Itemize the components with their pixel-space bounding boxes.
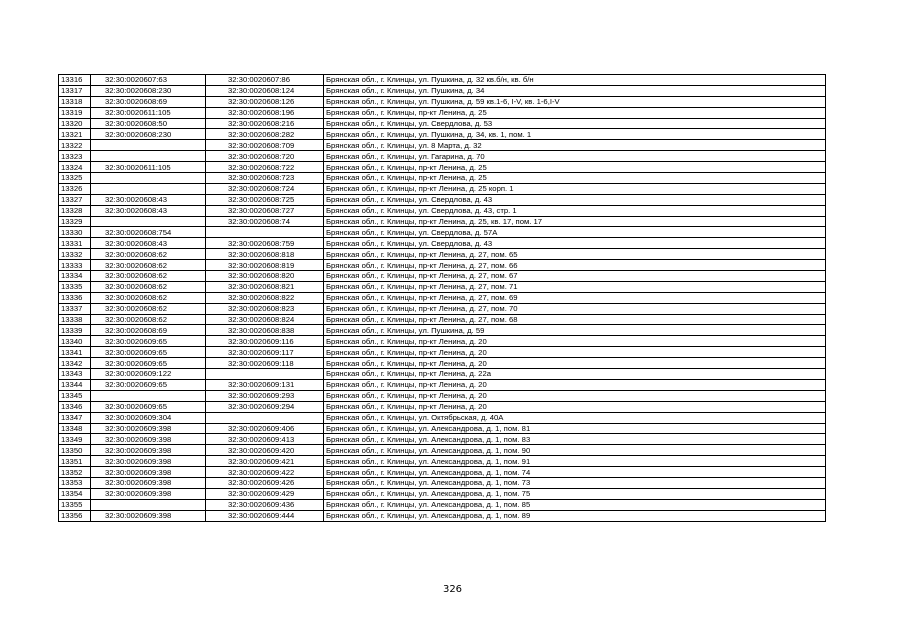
source-cadastral-number-cell: 32:30:0020608:62 (91, 249, 206, 260)
address-cell: Брянская обл., г. Клинцы, ул. Пушкина, д. 34 (324, 85, 826, 96)
record-number-cell: 13351 (59, 456, 91, 467)
address-cell: Брянская обл., г. Клинцы, пр-кт Ленина, д. 20 (324, 390, 826, 401)
address-cell: Брянская обл., г. Клинцы, ул. Гагарина, д. 70 (324, 151, 826, 162)
table-row (59, 107, 826, 118)
address-cell: Брянская обл., г. Клинцы, ул. Пушкина, д. 34, кв. 1, пом. 1 (324, 129, 826, 140)
record-number-cell: 13346 (59, 401, 91, 412)
source-cadastral-number-cell (91, 151, 206, 162)
source-cadastral-number-cell: 32:30:0020609:65 (91, 347, 206, 358)
source-cadastral-number-cell: 32:30:0020609:398 (91, 423, 206, 434)
record-number-cell: 13319 (59, 107, 91, 118)
record-number-cell: 13320 (59, 118, 91, 129)
cadastral-number-cell: 32:30:0020609:413 (206, 434, 324, 445)
source-cadastral-number-cell: 32:30:0020608:62 (91, 281, 206, 292)
table-row (59, 336, 826, 347)
address-cell: Брянская обл., г. Клинцы, ул. Свердлова, д. 53 (324, 118, 826, 129)
source-cadastral-number-cell: 32:30:0020608:69 (91, 96, 206, 107)
record-number-cell: 13337 (59, 303, 91, 314)
table-row (59, 129, 826, 140)
cadastral-number-cell: 32:30:0020609:422 (206, 467, 324, 478)
cadastral-number-cell: 32:30:0020609:406 (206, 423, 324, 434)
address-cell: Брянская обл., г. Клинцы, пр-кт Ленина, д. 25, кв. 17, пом. 17 (324, 216, 826, 227)
cadastral-number-cell (206, 369, 324, 380)
table-row (59, 325, 826, 336)
cadastral-number-cell: 32:30:0020609:426 (206, 477, 324, 488)
address-cell: Брянская обл., г. Клинцы, пр-кт Ленина, д. 27, пом. 65 (324, 249, 826, 260)
table-row (59, 151, 826, 162)
table-row (59, 347, 826, 358)
table-row (59, 205, 826, 216)
source-cadastral-number-cell: 32:30:0020608:230 (91, 85, 206, 96)
record-number-cell: 13328 (59, 205, 91, 216)
source-cadastral-number-cell: 32:30:0020609:398 (91, 456, 206, 467)
cadastral-number-cell: 32:30:0020608:720 (206, 151, 324, 162)
cadastral-number-cell: 32:30:0020609:294 (206, 401, 324, 412)
source-cadastral-number-cell: 32:30:0020609:398 (91, 488, 206, 499)
cadastral-number-cell: 32:30:0020608:126 (206, 96, 324, 107)
page-number: 326 (442, 584, 463, 595)
record-number-cell: 13316 (59, 75, 91, 86)
table-row (59, 477, 826, 488)
record-number-cell: 13336 (59, 292, 91, 303)
cadastral-number-cell (206, 412, 324, 423)
record-number-cell: 13317 (59, 85, 91, 96)
record-number-cell: 13327 (59, 194, 91, 205)
source-cadastral-number-cell: 32:30:0020608:62 (91, 292, 206, 303)
address-cell: Брянская обл., г. Клинцы, ул. Александрова, д. 1, пом. 73 (324, 477, 826, 488)
table-row (59, 271, 826, 282)
cadastral-number-cell: 32:30:0020609:116 (206, 336, 324, 347)
record-number-cell: 13349 (59, 434, 91, 445)
address-cell: Брянская обл., г. Клинцы, пр-кт Ленина, д. 27, пом. 70 (324, 303, 826, 314)
table-row (59, 75, 826, 86)
record-number-cell: 13329 (59, 216, 91, 227)
table-row (59, 96, 826, 107)
record-number-cell: 13341 (59, 347, 91, 358)
address-cell: Брянская обл., г. Клинцы, пр-кт Ленина, д. 20 (324, 347, 826, 358)
address-cell: Брянская обл., г. Клинцы, ул. Александрова, д. 1, пом. 85 (324, 499, 826, 510)
cadastral-number-cell: 32:30:0020608:823 (206, 303, 324, 314)
table-row (59, 173, 826, 184)
address-cell: Брянская обл., г. Клинцы, пр-кт Ленина, д. 27, пом. 67 (324, 271, 826, 282)
table-row (59, 260, 826, 271)
cadastral-number-cell: 32:30:0020609:131 (206, 379, 324, 390)
source-cadastral-number-cell (91, 390, 206, 401)
record-number-cell: 13339 (59, 325, 91, 336)
address-cell: Брянская обл., г. Клинцы, ул. Александрова, д. 1, пом. 89 (324, 510, 826, 521)
registry-table-body (59, 75, 826, 522)
table-row (59, 445, 826, 456)
cadastral-number-cell: 32:30:0020608:723 (206, 173, 324, 184)
cadastral-number-cell (206, 227, 324, 238)
record-number-cell: 13325 (59, 173, 91, 184)
cadastral-number-cell: 32:30:0020608:822 (206, 292, 324, 303)
source-cadastral-number-cell: 32:30:0020609:65 (91, 379, 206, 390)
address-cell: Брянская обл., г. Клинцы, пр-кт Ленина, д. 22а (324, 369, 826, 380)
record-number-cell: 13354 (59, 488, 91, 499)
record-number-cell: 13338 (59, 314, 91, 325)
source-cadastral-number-cell: 32:30:0020608:69 (91, 325, 206, 336)
record-number-cell: 13345 (59, 390, 91, 401)
source-cadastral-number-cell: 32:30:0020608:754 (91, 227, 206, 238)
source-cadastral-number-cell: 32:30:0020609:65 (91, 358, 206, 369)
cadastral-number-cell: 32:30:0020608:818 (206, 249, 324, 260)
record-number-cell: 13350 (59, 445, 91, 456)
table-row (59, 85, 826, 96)
table-row (59, 314, 826, 325)
source-cadastral-number-cell: 32:30:0020608:62 (91, 314, 206, 325)
table-row (59, 292, 826, 303)
table-row (59, 379, 826, 390)
source-cadastral-number-cell: 32:30:0020608:43 (91, 205, 206, 216)
address-cell: Брянская обл., г. Клинцы, пр-кт Ленина, д. 20 (324, 336, 826, 347)
address-cell: Брянская обл., г. Клинцы, пр-кт Ленина, д. 20 (324, 379, 826, 390)
cadastral-number-cell: 32:30:0020608:722 (206, 162, 324, 173)
address-cell: Брянская обл., г. Клинцы, ул. Пушкина, д. 59 (324, 325, 826, 336)
address-cell: Брянская обл., г. Клинцы, ул. Пушкина, д. 32 кв.б/н, кв. б/н (324, 75, 826, 86)
address-cell: Брянская обл., г. Клинцы, пр-кт Ленина, д. 25 (324, 162, 826, 173)
address-cell: Брянская обл., г. Клинцы, ул. Свердлова, д. 43 (324, 194, 826, 205)
cadastral-number-cell: 32:30:0020608:725 (206, 194, 324, 205)
cadastral-number-cell: 32:30:0020608:282 (206, 129, 324, 140)
address-cell: Брянская обл., г. Клинцы, ул. Александрова, д. 1, пом. 81 (324, 423, 826, 434)
table-row (59, 194, 826, 205)
source-cadastral-number-cell (91, 173, 206, 184)
address-cell: Брянская обл., г. Клинцы, ул. Свердлова, д. 57А (324, 227, 826, 238)
source-cadastral-number-cell: 32:30:0020608:62 (91, 271, 206, 282)
source-cadastral-number-cell: 32:30:0020609:65 (91, 336, 206, 347)
table-row (59, 510, 826, 521)
source-cadastral-number-cell: 32:30:0020608:62 (91, 260, 206, 271)
cadastral-number-cell: 32:30:0020608:724 (206, 183, 324, 194)
table-row (59, 216, 826, 227)
source-cadastral-number-cell: 32:30:0020609:65 (91, 401, 206, 412)
cadastral-number-cell: 32:30:0020609:293 (206, 390, 324, 401)
source-cadastral-number-cell (91, 183, 206, 194)
cadastral-number-cell: 32:30:0020607:86 (206, 75, 324, 86)
table-row (59, 281, 826, 292)
source-cadastral-number-cell: 32:30:0020608:43 (91, 194, 206, 205)
address-cell: Брянская обл., г. Клинцы, пр-кт Ленина, д. 20 (324, 358, 826, 369)
table-row (59, 499, 826, 510)
cadastral-number-cell: 32:30:0020608:124 (206, 85, 324, 96)
record-number-cell: 13334 (59, 271, 91, 282)
record-number-cell: 13323 (59, 151, 91, 162)
address-cell: Брянская обл., г. Клинцы, ул. Октябрьская, д. 40А (324, 412, 826, 423)
table-row (59, 162, 826, 173)
source-cadastral-number-cell: 32:30:0020609:398 (91, 434, 206, 445)
address-cell: Брянская обл., г. Клинцы, ул. Александрова, д. 1, пом. 75 (324, 488, 826, 499)
address-cell: Брянская обл., г. Клинцы, ул. 8 Марта, д. 32 (324, 140, 826, 151)
cadastral-number-cell: 32:30:0020609:117 (206, 347, 324, 358)
cadastral-number-cell: 32:30:0020608:216 (206, 118, 324, 129)
address-cell: Брянская обл., г. Клинцы, пр-кт Ленина, д. 25 (324, 107, 826, 118)
table-row (59, 423, 826, 434)
record-number-cell: 13353 (59, 477, 91, 488)
source-cadastral-number-cell: 32:30:0020608:62 (91, 303, 206, 314)
table-row (59, 412, 826, 423)
address-cell: Брянская обл., г. Клинцы, ул. Свердлова, д. 43 (324, 238, 826, 249)
table-row (59, 238, 826, 249)
table-row (59, 303, 826, 314)
table-row (59, 467, 826, 478)
address-cell: Брянская обл., г. Клинцы, пр-кт Ленина, д. 27, пом. 66 (324, 260, 826, 271)
source-cadastral-number-cell: 32:30:0020609:122 (91, 369, 206, 380)
cadastral-number-cell: 32:30:0020608:820 (206, 271, 324, 282)
address-cell: Брянская обл., г. Клинцы, пр-кт Ленина, д. 27, пом. 71 (324, 281, 826, 292)
source-cadastral-number-cell: 32:30:0020611:105 (91, 107, 206, 118)
record-number-cell: 13355 (59, 499, 91, 510)
table-row (59, 369, 826, 380)
table-row (59, 390, 826, 401)
address-cell: Брянская обл., г. Клинцы, ул. Свердлова, д. 43, стр. 1 (324, 205, 826, 216)
cadastral-number-cell: 32:30:0020608:196 (206, 107, 324, 118)
record-number-cell: 13333 (59, 260, 91, 271)
cadastral-number-cell: 32:30:0020608:838 (206, 325, 324, 336)
table-row (59, 456, 826, 467)
source-cadastral-number-cell (91, 216, 206, 227)
record-number-cell: 13322 (59, 140, 91, 151)
record-number-cell: 13342 (59, 358, 91, 369)
cadastral-number-cell: 32:30:0020609:444 (206, 510, 324, 521)
source-cadastral-number-cell (91, 499, 206, 510)
source-cadastral-number-cell: 32:30:0020609:304 (91, 412, 206, 423)
cadastral-number-cell: 32:30:0020608:819 (206, 260, 324, 271)
table-row (59, 140, 826, 151)
record-number-cell: 13347 (59, 412, 91, 423)
cadastral-number-cell: 32:30:0020608:709 (206, 140, 324, 151)
cadastral-number-cell: 32:30:0020608:824 (206, 314, 324, 325)
cadastral-number-cell: 32:30:0020609:436 (206, 499, 324, 510)
source-cadastral-number-cell: 32:30:0020609:398 (91, 477, 206, 488)
address-cell: Брянская обл., г. Клинцы, ул. Пушкина, д. 59 кв.1-6, I-V, кв. 1-6,I-V (324, 96, 826, 107)
record-number-cell: 13343 (59, 369, 91, 380)
address-cell: Брянская обл., г. Клинцы, пр-кт Ленина, д. 27, пом. 69 (324, 292, 826, 303)
record-number-cell: 13340 (59, 336, 91, 347)
record-number-cell: 13332 (59, 249, 91, 260)
cadastral-number-cell: 32:30:0020609:118 (206, 358, 324, 369)
table-row (59, 227, 826, 238)
address-cell: Брянская обл., г. Клинцы, пр-кт Ленина, д. 20 (324, 401, 826, 412)
source-cadastral-number-cell: 32:30:0020608:43 (91, 238, 206, 249)
address-cell: Брянская обл., г. Клинцы, ул. Александрова, д. 1, пом. 91 (324, 456, 826, 467)
address-cell: Брянская обл., г. Клинцы, ул. Александрова, д. 1, пом. 90 (324, 445, 826, 456)
cadastral-number-cell: 32:30:0020609:420 (206, 445, 324, 456)
record-number-cell: 13356 (59, 510, 91, 521)
property-registry-table (58, 74, 826, 522)
source-cadastral-number-cell (91, 140, 206, 151)
address-cell: Брянская обл., г. Клинцы, пр-кт Ленина, д. 27, пом. 68 (324, 314, 826, 325)
table-row (59, 488, 826, 499)
table-row (59, 401, 826, 412)
source-cadastral-number-cell: 32:30:0020608:230 (91, 129, 206, 140)
table-row (59, 434, 826, 445)
record-number-cell: 13331 (59, 238, 91, 249)
table-row (59, 118, 826, 129)
cadastral-number-cell: 32:30:0020608:821 (206, 281, 324, 292)
source-cadastral-number-cell: 32:30:0020609:398 (91, 467, 206, 478)
record-number-cell: 13344 (59, 379, 91, 390)
source-cadastral-number-cell: 32:30:0020607:63 (91, 75, 206, 86)
address-cell: Брянская обл., г. Клинцы, пр-кт Ленина, д. 25 (324, 173, 826, 184)
source-cadastral-number-cell: 32:30:0020608:50 (91, 118, 206, 129)
source-cadastral-number-cell: 32:30:0020609:398 (91, 510, 206, 521)
cadastral-number-cell: 32:30:0020608:727 (206, 205, 324, 216)
record-number-cell: 13324 (59, 162, 91, 173)
source-cadastral-number-cell: 32:30:0020611:105 (91, 162, 206, 173)
record-number-cell: 13318 (59, 96, 91, 107)
cadastral-number-cell: 32:30:0020608:74 (206, 216, 324, 227)
table-row (59, 183, 826, 194)
record-number-cell: 13330 (59, 227, 91, 238)
record-number-cell: 13352 (59, 467, 91, 478)
address-cell: Брянская обл., г. Клинцы, ул. Александрова, д. 1, пом. 83 (324, 434, 826, 445)
record-number-cell: 13326 (59, 183, 91, 194)
record-number-cell: 13321 (59, 129, 91, 140)
source-cadastral-number-cell: 32:30:0020609:398 (91, 445, 206, 456)
table-row (59, 358, 826, 369)
table-row (59, 249, 826, 260)
address-cell: Брянская обл., г. Клинцы, пр-кт Ленина, д. 25 корп. 1 (324, 183, 826, 194)
record-number-cell: 13348 (59, 423, 91, 434)
cadastral-number-cell: 32:30:0020609:429 (206, 488, 324, 499)
record-number-cell: 13335 (59, 281, 91, 292)
address-cell: Брянская обл., г. Клинцы, ул. Александрова, д. 1, пом. 74 (324, 467, 826, 478)
cadastral-number-cell: 32:30:0020608:759 (206, 238, 324, 249)
cadastral-number-cell: 32:30:0020609:421 (206, 456, 324, 467)
